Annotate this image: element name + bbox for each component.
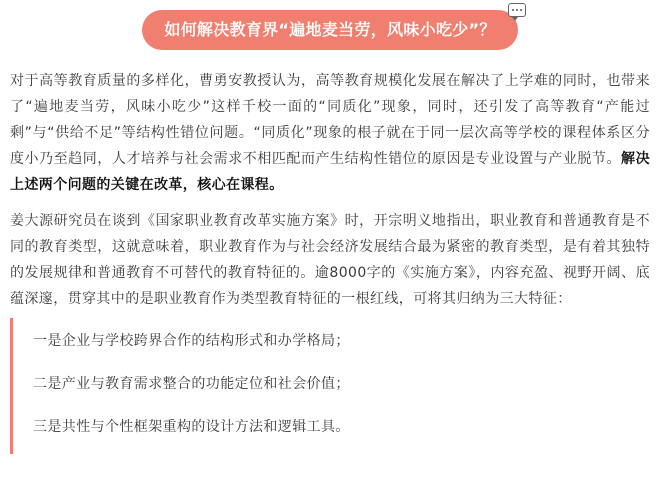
bubble-dot — [512, 9, 514, 11]
speech-bubble-icon — [508, 3, 526, 17]
bubble-dot — [520, 9, 522, 11]
bubble-dot — [516, 9, 518, 11]
paragraph-1-emphasis: 解决上述两个问题的关键在改革，核心在课程。 — [10, 151, 650, 193]
feature-item-3: 三是共性与个性框架重构的设计方法和逻辑工具。 — [33, 419, 350, 435]
paragraph-1 — [10, 68, 650, 198]
title-container — [0, 10, 660, 54]
feature-quote-block — [10, 318, 650, 454]
paragraph-1-text: 对于高等教育质量的多样化，曹勇安教授认为，高等教育规模化发展在解决了上学难的同时，也带来了“遍地麦当劳，风味小吃少”这样千校一面的“同质化”现象，同时，还引发了高等教育“产能过剩”与“供给不足”等结构性错位问题。“同质化”现象的根子就在于同一层次高等学校的课程体系区分度小乃至趋同，人才培养与社会需求不相匹配而产生结构性错位的原因是专业设置与产业脱节。 — [10, 73, 650, 167]
paragraph-2: 姜大源研究员在谈到《国家职业教育改革实施方案》时，开宗明义地指出，职业教育和普通教育是不同的教育类型，这就意味着，职业教育作为与社会经济发展结合最为紧密的教育类型，是有着其独特的发展规律和普通教育不可替代的教育特征的。逾8000字的《实施方案》，内容充盈、视野开阔、底蕴深邃，贯穿其中的是职业教育作为类型教育特征的一根红线，可将其归纳为三大特征： — [10, 213, 650, 307]
feature-item-2: 二是产业与教育需求整合的功能定位和社会价值； — [33, 376, 350, 392]
feature-item-1: 一是企业与学校跨界合作的结构形式和办学格局； — [33, 333, 350, 349]
article-title — [142, 10, 517, 50]
article-title-text: 如何解决教育界“遍地麦当劳，风味小吃少”？ — [164, 20, 496, 39]
